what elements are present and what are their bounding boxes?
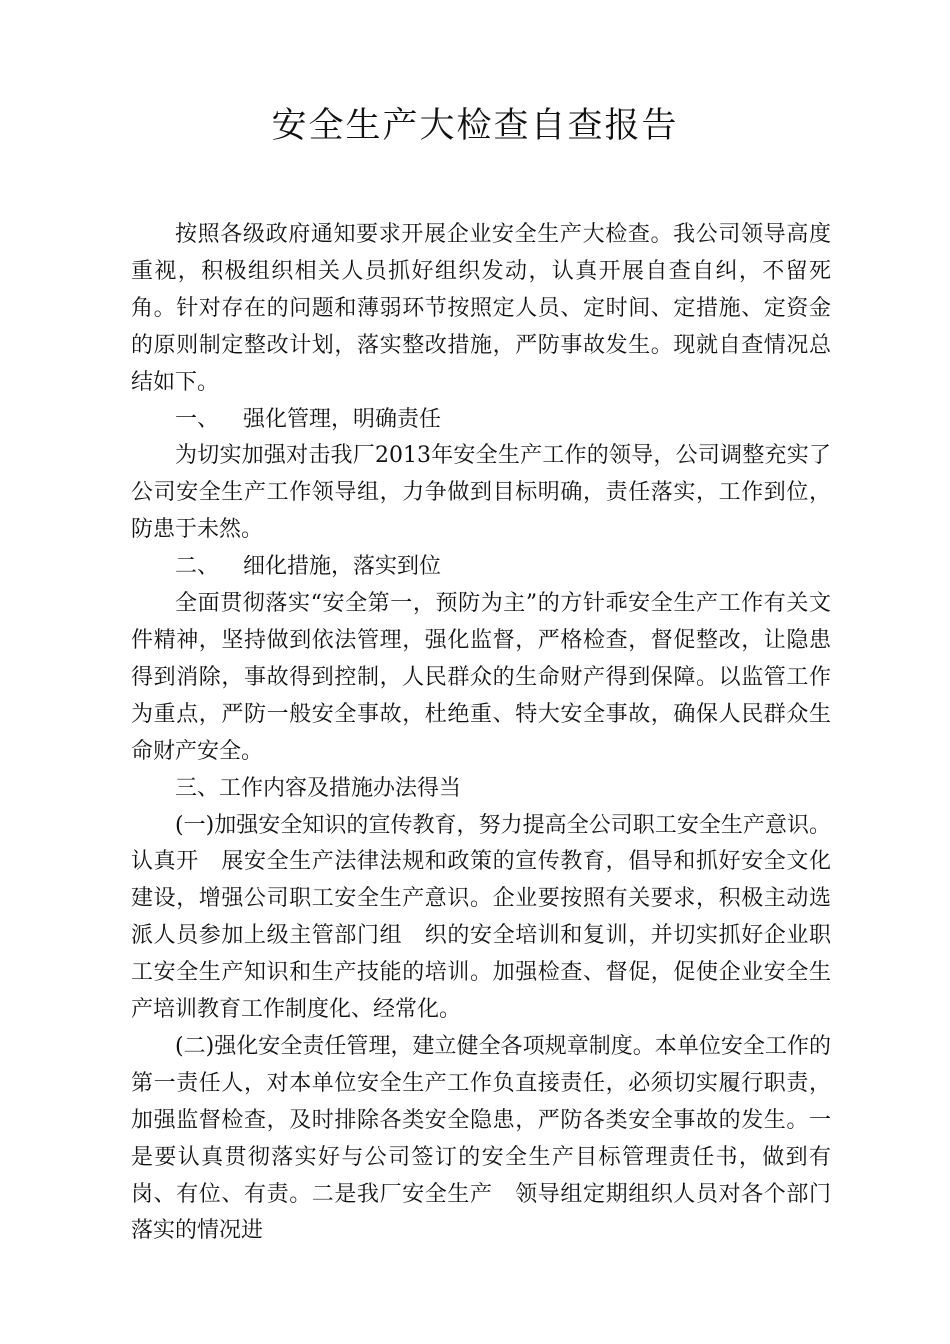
intro-paragraph: 按照各级政府通知要求开展企业安全生产大检查。我公司领导高度重视，积极组织相关人员抓好组织发动，认真开展自查自纠，不留死角。针对存在的问题和薄弱环节按照定人员、定时间、定措施、定资金的原则制定整改计划，落实整改措施，严防事故发生。现就自查情况总结如下。 (131, 222, 831, 395)
section-2-title: 细化措施，落实到位 (243, 554, 442, 580)
section-1-heading (131, 402, 831, 439)
section-2-heading (131, 549, 831, 586)
section-3-item-2: (二)强化安全责任管理，建立健全各项规章制度。本单位安全工作的第一责任人，对本单位安全生产工作负直接责任，必须切实履行职责，加强监督检查，及时排除各类安全隐患，严防各类安全事故的发生。一是要认真贯彻落实好与公司签订的安全生产目标管理责任书，做到有岗、有位、有责。二是我厂安全生产 领导组定期组织人员对各个部门落实的情况进 (131, 1033, 831, 1244)
section-3-heading: 三、工作内容及措施办法得当 (175, 775, 462, 801)
section-1-paragraph: 为切实加强对击我厂2013年安全生产工作的领导，公司调整充实了公司安全生产工作领导组，力争做到目标明确，责任落实，工作到位，防患于未然。 (131, 443, 831, 543)
section-1-number: 一、 (175, 406, 220, 432)
section-2-number: 二、 (175, 554, 220, 580)
document-title: 安全生产大检查自查报告 (271, 106, 679, 146)
section-2-paragraph: 全面贯彻落实“安全第一，预防为主”的方针乖安全生产工作有关文件精神，坚持做到依法管理，强化监督，严格检查，督促整改，让隐患得到消除，事故得到控制，人民群众的生命财产得到保障。以监管工作为重点，严防一般安全事故，杜绝重、特大安全事故，确保人民群众生命财产安全。 (131, 591, 831, 764)
section-1-title: 强化管理，明确责任 (243, 406, 442, 432)
document-body (131, 217, 831, 1250)
section-3-item-1: (一)加强安全知识的宣传教育，努力提高全公司职工安全生产意识。认真开 展安全生产法律法规和政策的宣传教育，倡导和抓好安全文化建设，增强公司职工安全生产意识。企业要按照有关要求，积极主动选派人员参加上级主管部门组 织的安全培训和复训，并切实抓好企业职工安全生产知识和生产技能的培训。加强检查、督促，促使企业安全生产培训教育工作制度化、经常化。 (131, 812, 831, 1023)
